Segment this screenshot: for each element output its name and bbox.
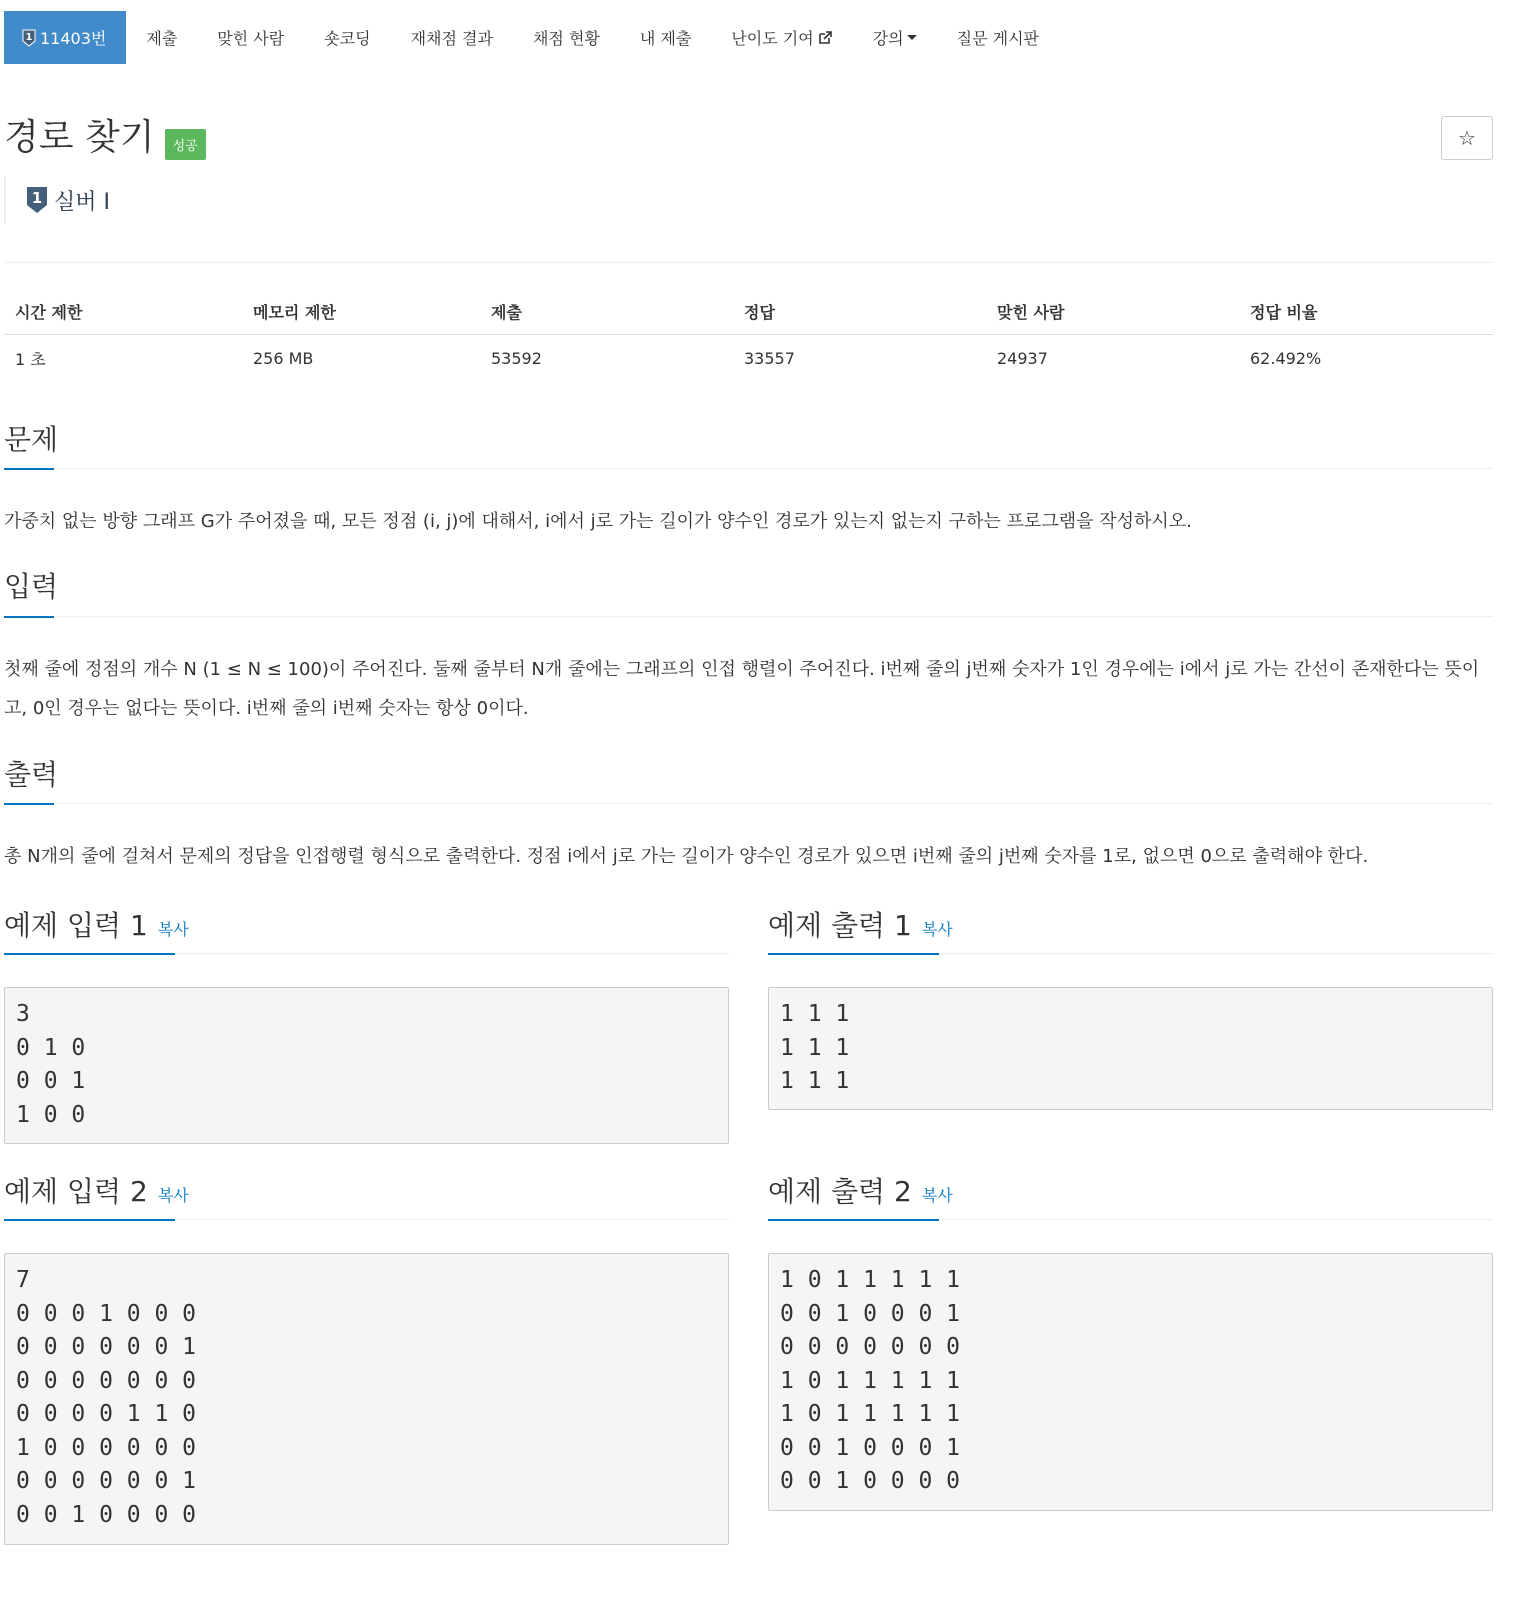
tab-question-board[interactable] [937, 11, 1059, 64]
header-time-limit: 시간 제한 [4, 290, 242, 334]
tab-problem-number[interactable] [4, 11, 126, 64]
header-solvers: 맞힌 사람 [986, 290, 1239, 334]
sample-output-1-title: 예제 출력 1 [768, 909, 912, 942]
output-heading: 출력 [4, 758, 59, 791]
divider [4, 803, 1493, 804]
header-accepted: 정답 [733, 290, 986, 334]
tab-problem-number-label: 11403번 [40, 29, 107, 48]
tab-solvers-label: 맞힌 사람 [217, 29, 285, 48]
sample-input-1-heading [4, 906, 189, 950]
header-memory-limit: 메모리 제한 [242, 290, 480, 334]
sample-input-2[interactable]: 7 0 0 0 1 0 0 0 0 0 0 0 0 0 1 0 0 0 0 0 0 0 0 0 0 0 1 1 0 1 0 0 0 0 0 0 0 0 0 0 0 0 1 0 0 1 0 0 0 0 [4, 1253, 729, 1545]
divider [4, 262, 1493, 263]
tab-lectures[interactable] [853, 11, 937, 64]
tab-judge-status[interactable] [513, 11, 620, 64]
star-icon: ☆ [1458, 126, 1476, 150]
tab-solvers[interactable] [197, 11, 304, 64]
sample-input-2-title: 예제 입력 2 [4, 1175, 148, 1208]
problem-info-table [4, 290, 1493, 382]
tab-rejudge-results[interactable] [391, 11, 513, 64]
sample-input-2-heading [4, 1172, 189, 1216]
tab-my-submissions-label: 내 제출 [639, 29, 692, 48]
tab-question-board-label: 질문 게시판 [956, 29, 1040, 48]
svg-text:1: 1 [25, 31, 33, 43]
tab-difficulty-contribution-label: 난이도 기여 [731, 29, 814, 48]
output-description: 총 N개의 줄에 걸쳐서 문제의 정답을 인접행렬 형식으로 출력한다. 정점 i에서 j로 가는 길이가 양수인 경로가 있으면 i번째 줄의 j번째 숫자를 1로, 없으면 0으로 출력해야 한다. [4, 846, 1369, 867]
tab-short-coding-label: 숏코딩 [324, 29, 371, 48]
heading-underline [4, 1219, 175, 1221]
external-link-icon [817, 30, 833, 46]
copy-sample-output-2-button[interactable]: 복사 [921, 1186, 953, 1205]
heading-underline [768, 1219, 939, 1221]
tab-submit-label: 제출 [146, 29, 178, 48]
input-description: 첫째 줄에 정점의 개수 N (1 ≤ N ≤ 100)이 주어진다. 둘째 줄부터 N개 줄에는 그래프의 인접 행렬이 주어진다. i번째 줄의 j번째 숫자가 1인 경우에는 i에서 j로 가는 간선이 존재한다는 뜻이고, 0인 경우는 없다는 뜻이다. i번째 줄의 i번째 숫자는 항상 0이다. [4, 659, 1480, 719]
table-header-row [4, 290, 1493, 334]
tab-my-submissions[interactable] [620, 11, 711, 64]
copy-sample-input-1-button[interactable]: 복사 [157, 920, 189, 939]
problem-menu [4, 11, 1059, 64]
tier-label: 실버 I [54, 189, 110, 215]
silver-tier-icon [26, 186, 48, 214]
submissions-value: 53592 [491, 348, 542, 368]
tab-difficulty-contribution[interactable] [711, 11, 852, 64]
header-submissions: 제출 [480, 290, 733, 334]
solvers-value: 24937 [997, 348, 1048, 368]
page-title: 경로 찾기 [4, 117, 155, 158]
heading-underline [4, 468, 54, 470]
svg-text:1: 1 [31, 189, 43, 207]
sample-output-2-heading [768, 1172, 953, 1216]
copy-sample-output-1-button[interactable]: 복사 [921, 920, 953, 939]
chevron-down-icon [907, 35, 917, 40]
star-button[interactable] [1441, 116, 1493, 160]
tier-info [4, 176, 110, 224]
tab-rejudge-results-label: 재채점 결과 [410, 29, 493, 48]
tab-judge-status-label: 채점 현황 [532, 29, 600, 48]
tab-short-coding[interactable] [304, 11, 390, 64]
divider [4, 468, 1493, 469]
tab-submit[interactable] [126, 11, 197, 64]
heading-underline [4, 616, 54, 618]
sample-output-1-heading [768, 906, 953, 950]
memory-limit-value: 256 MB [253, 348, 314, 368]
sample-input-1-title: 예제 입력 1 [4, 909, 148, 942]
problem-description: 가중치 없는 방향 그래프 G가 주어졌을 때, 모든 정점 (i, j)에 대해서, i에서 j로 가는 길이가 양수인 경로가 있는지 없는지 구하는 프로그램을 작성하시오. [4, 511, 1192, 532]
table-row [4, 334, 1493, 382]
heading-underline [4, 803, 54, 805]
sample-output-2-title: 예제 출력 2 [768, 1175, 912, 1208]
header-accept-ratio: 정답 비율 [1239, 290, 1493, 334]
accept-ratio-value: 62.492% [1250, 348, 1322, 368]
status-badge: 성공 [165, 129, 206, 160]
sample-output-2[interactable]: 1 0 1 1 1 1 1 0 0 1 0 0 0 1 0 0 0 0 0 0 0 1 0 1 1 1 1 1 1 0 1 1 1 1 1 0 0 1 0 0 0 1 0 0 1 0 0 0 0 [768, 1253, 1493, 1511]
problem-title-row [4, 113, 206, 163]
heading-underline [4, 953, 175, 955]
sample-input-1[interactable]: 3 0 1 0 0 0 1 1 0 0 [4, 987, 729, 1144]
silver-tier-icon [22, 29, 36, 47]
accepted-value: 33557 [744, 348, 795, 368]
heading-underline [768, 953, 939, 955]
time-limit-value: 1 초 [15, 349, 46, 369]
tab-lectures-label: 강의 [872, 29, 904, 48]
sample-output-1[interactable]: 1 1 1 1 1 1 1 1 1 [768, 987, 1493, 1110]
copy-sample-input-2-button[interactable]: 복사 [157, 1186, 189, 1205]
description-heading: 문제 [4, 423, 59, 456]
input-heading: 입력 [4, 570, 59, 603]
divider [4, 616, 1493, 617]
